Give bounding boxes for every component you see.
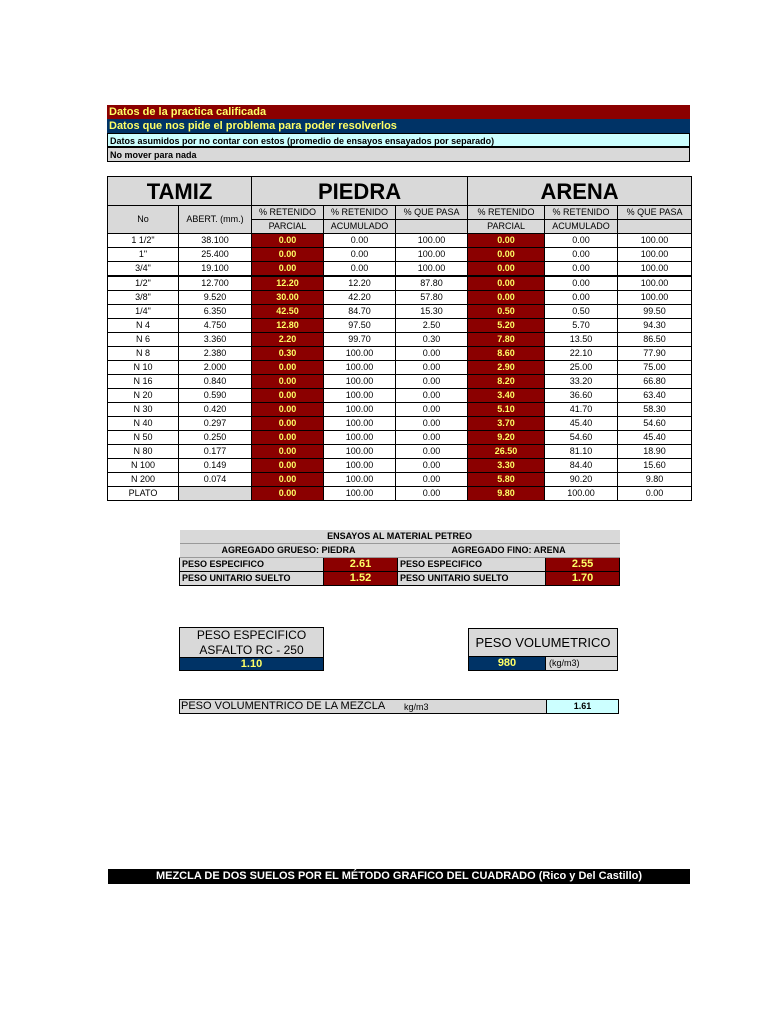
tamiz-no-cell: N 8 xyxy=(108,347,179,361)
piedra-ret-parcial-cell: 0.00 xyxy=(252,403,324,417)
tamiz-no-cell: N 10 xyxy=(108,361,179,375)
abertura-cell: 0.149 xyxy=(179,459,252,473)
volumetrico-label: PESO VOLUMETRICO xyxy=(475,635,611,650)
piedra-ret-parcial-cell: 0.00 xyxy=(252,361,324,375)
abertura-cell: 0.840 xyxy=(179,375,252,389)
piedra-ret-parcial-cell: 0.00 xyxy=(252,234,324,248)
piedra-que-pasa-cell: 0.00 xyxy=(396,445,468,459)
arena-ret-parcial-cell: 7.80 xyxy=(468,333,545,347)
volumetrico-label-box xyxy=(468,628,618,657)
abertura-cell: 19.100 xyxy=(179,262,252,277)
piedra-ret-acum-cell: 99.70 xyxy=(324,333,396,347)
piedra-ret-acum-cell: 100.00 xyxy=(324,417,396,431)
abertura-cell: 6.350 xyxy=(179,305,252,319)
arena-ret-parcial-cell: 9.20 xyxy=(468,431,545,445)
piedra-ret-acum-cell: 84.70 xyxy=(324,305,396,319)
volumetrico-unit: (kg/m3) xyxy=(545,656,618,671)
arena-que-pasa-cell: 58.30 xyxy=(618,403,692,417)
piedra-que-pasa-cell: 15.30 xyxy=(396,305,468,319)
header-piedra-parcial: PARCIAL xyxy=(252,220,324,234)
arena-que-pasa-cell: 100.00 xyxy=(618,248,692,262)
tamiz-no-cell: N 100 xyxy=(108,459,179,473)
abertura-cell: 0.177 xyxy=(179,445,252,459)
abertura-cell: 2.000 xyxy=(179,361,252,375)
volumetrico-value: 980 xyxy=(468,656,546,671)
table-row xyxy=(108,431,692,445)
piedra-ret-parcial-cell: 0.00 xyxy=(252,248,324,262)
title-arena: ARENA xyxy=(468,177,692,206)
header-arena-blank xyxy=(618,220,692,234)
agregado-grueso-title: AGREGADO GRUESO: PIEDRA xyxy=(180,544,398,558)
abertura-cell: 12.700 xyxy=(179,276,252,291)
arena-que-pasa-cell: 0.00 xyxy=(618,487,692,501)
arena-que-pasa-cell: 9.80 xyxy=(618,473,692,487)
title-tamiz: TAMIZ xyxy=(108,177,252,206)
piedra-que-pasa-cell: 2.50 xyxy=(396,319,468,333)
ensayos-title: ENSAYOS AL MATERIAL PETREO xyxy=(180,530,620,544)
piedra-ret-parcial-cell: 0.00 xyxy=(252,389,324,403)
arena-que-pasa-cell: 45.40 xyxy=(618,431,692,445)
header-piedra-ret-parcial: % RETENIDO xyxy=(252,206,324,220)
table-row xyxy=(108,389,692,403)
legend-problema: Datos que nos pide el problema para poder resolverlos xyxy=(107,119,690,133)
asfalto-label-line1: PESO ESPECIFICO xyxy=(196,628,307,642)
piedra-ret-acum-cell: 0.00 xyxy=(324,248,396,262)
piedra-que-pasa-cell: 0.00 xyxy=(396,361,468,375)
table-row xyxy=(108,445,692,459)
piedra-ret-acum-cell: 100.00 xyxy=(324,445,396,459)
arena-que-pasa-cell: 100.00 xyxy=(618,291,692,305)
piedra-que-pasa-cell: 0.00 xyxy=(396,487,468,501)
table-row xyxy=(108,487,692,501)
arena-que-pasa-cell: 75.00 xyxy=(618,361,692,375)
piedra-ret-parcial-cell: 0.30 xyxy=(252,347,324,361)
abertura-cell: 4.750 xyxy=(179,319,252,333)
fino-peso-unitario-label: PESO UNITARIO SUELTO xyxy=(398,572,546,586)
piedra-que-pasa-cell: 0.00 xyxy=(396,431,468,445)
arena-ret-acum-cell: 84.40 xyxy=(545,459,618,473)
piedra-ret-parcial-cell: 12.20 xyxy=(252,276,324,291)
tamiz-no-cell: 1/2" xyxy=(108,276,179,291)
piedra-que-pasa-cell: 0.00 xyxy=(396,347,468,361)
arena-que-pasa-cell: 100.00 xyxy=(618,234,692,248)
piedra-que-pasa-cell: 0.00 xyxy=(396,417,468,431)
piedra-que-pasa-cell: 0.00 xyxy=(396,403,468,417)
piedra-ret-parcial-cell: 0.00 xyxy=(252,262,324,277)
piedra-ret-parcial-cell: 12.80 xyxy=(252,319,324,333)
piedra-ret-parcial-cell: 30.00 xyxy=(252,291,324,305)
table-row xyxy=(108,361,692,375)
piedra-ret-parcial-cell: 0.00 xyxy=(252,431,324,445)
arena-ret-acum-cell: 25.00 xyxy=(545,361,618,375)
fino-peso-especifico-label: PESO ESPECIFICO xyxy=(398,558,546,572)
abertura-cell: 0.074 xyxy=(179,473,252,487)
table-row xyxy=(108,248,692,262)
piedra-ret-acum-cell: 100.00 xyxy=(324,473,396,487)
abertura-cell: 25.400 xyxy=(179,248,252,262)
piedra-que-pasa-cell: 0.00 xyxy=(396,473,468,487)
piedra-que-pasa-cell: 100.00 xyxy=(396,234,468,248)
arena-ret-parcial-cell: 8.60 xyxy=(468,347,545,361)
abertura-cell: 9.520 xyxy=(179,291,252,305)
tamiz-no-cell: N 40 xyxy=(108,417,179,431)
piedra-que-pasa-cell: 0.00 xyxy=(396,459,468,473)
arena-que-pasa-cell: 77.90 xyxy=(618,347,692,361)
arena-que-pasa-cell: 15.60 xyxy=(618,459,692,473)
legend-practica: Datos de la practica calificada xyxy=(107,105,690,119)
granulometry-table xyxy=(107,176,692,501)
mezcla-row xyxy=(179,699,619,714)
abertura-cell: 3.360 xyxy=(179,333,252,347)
piedra-ret-parcial-cell: 0.00 xyxy=(252,473,324,487)
arena-que-pasa-cell: 18.90 xyxy=(618,445,692,459)
piedra-que-pasa-cell: 57.80 xyxy=(396,291,468,305)
tamiz-no-cell: N 30 xyxy=(108,403,179,417)
tamiz-no-cell: 3/4" xyxy=(108,262,179,277)
table-row xyxy=(108,291,692,305)
asfalto-value: 1.10 xyxy=(179,657,324,671)
arena-ret-parcial-cell: 0.00 xyxy=(468,234,545,248)
arena-ret-acum-cell: 0.00 xyxy=(545,262,618,277)
table-row xyxy=(108,262,692,277)
arena-ret-acum-cell: 22.10 xyxy=(545,347,618,361)
mezcla-value: 1.61 xyxy=(546,699,619,714)
table-row xyxy=(108,234,692,248)
table-row xyxy=(108,347,692,361)
arena-ret-acum-cell: 0.00 xyxy=(545,291,618,305)
table-row xyxy=(108,319,692,333)
arena-ret-parcial-cell: 26.50 xyxy=(468,445,545,459)
tamiz-no-cell: N 16 xyxy=(108,375,179,389)
tamiz-no-cell: 3/8" xyxy=(108,291,179,305)
abertura-cell: 2.380 xyxy=(179,347,252,361)
abertura-cell: 0.250 xyxy=(179,431,252,445)
piedra-ret-acum-cell: 42.20 xyxy=(324,291,396,305)
arena-ret-acum-cell: 41.70 xyxy=(545,403,618,417)
arena-ret-parcial-cell: 9.80 xyxy=(468,487,545,501)
table-row xyxy=(108,276,692,291)
header-piedra-ret-acum: % RETENIDO xyxy=(324,206,396,220)
header-piedra-que-pasa: % QUE PASA xyxy=(396,206,468,220)
piedra-ret-parcial-cell: 0.00 xyxy=(252,459,324,473)
table-row xyxy=(108,333,692,347)
title-piedra: PIEDRA xyxy=(252,177,468,206)
arena-ret-parcial-cell: 5.80 xyxy=(468,473,545,487)
asfalto-label-line2: ASFALTO RC - 250 xyxy=(199,643,304,657)
arena-que-pasa-cell: 100.00 xyxy=(618,276,692,291)
arena-ret-parcial-cell: 3.30 xyxy=(468,459,545,473)
arena-ret-acum-cell: 0.00 xyxy=(545,234,618,248)
mezcla-unit: kg/m3 xyxy=(404,702,429,712)
tamiz-no-cell: PLATO xyxy=(108,487,179,501)
piedra-ret-acum-cell: 0.00 xyxy=(324,262,396,277)
tamiz-no-cell: N 20 xyxy=(108,389,179,403)
arena-que-pasa-cell: 54.60 xyxy=(618,417,692,431)
grueso-peso-unitario-label: PESO UNITARIO SUELTO xyxy=(180,572,324,586)
arena-ret-parcial-cell: 0.00 xyxy=(468,248,545,262)
piedra-ret-parcial-cell: 0.00 xyxy=(252,375,324,389)
table-row xyxy=(108,403,692,417)
arena-ret-acum-cell: 45.40 xyxy=(545,417,618,431)
section-title-mezcla: MEZCLA DE DOS SUELOS POR EL MÉTODO GRAFICO DEL CUADRADO (Rico y Del Castillo) xyxy=(108,869,690,884)
tamiz-no-cell: N 80 xyxy=(108,445,179,459)
header-abertura: ABERT. (mm.) xyxy=(179,206,252,234)
header-piedra-blank xyxy=(396,220,468,234)
arena-ret-parcial-cell: 0.00 xyxy=(468,291,545,305)
arena-ret-parcial-cell: 3.40 xyxy=(468,389,545,403)
abertura-cell xyxy=(179,487,252,501)
piedra-ret-acum-cell: 100.00 xyxy=(324,361,396,375)
abertura-cell: 0.590 xyxy=(179,389,252,403)
tamiz-no-cell: N 4 xyxy=(108,319,179,333)
piedra-ret-parcial-cell: 0.00 xyxy=(252,417,324,431)
piedra-que-pasa-cell: 100.00 xyxy=(396,262,468,277)
arena-ret-parcial-cell: 2.90 xyxy=(468,361,545,375)
arena-ret-acum-cell: 81.10 xyxy=(545,445,618,459)
piedra-ret-acum-cell: 100.00 xyxy=(324,431,396,445)
header-arena-ret-parcial: % RETENIDO xyxy=(468,206,545,220)
arena-que-pasa-cell: 86.50 xyxy=(618,333,692,347)
arena-ret-acum-cell: 54.60 xyxy=(545,431,618,445)
arena-ret-parcial-cell: 8.20 xyxy=(468,375,545,389)
arena-ret-acum-cell: 33.20 xyxy=(545,375,618,389)
header-piedra-acumulado: ACUMULADO xyxy=(324,220,396,234)
legend-no-mover: No mover para nada xyxy=(107,147,690,162)
abertura-cell: 0.297 xyxy=(179,417,252,431)
abertura-cell: 0.420 xyxy=(179,403,252,417)
arena-que-pasa-cell: 94.30 xyxy=(618,319,692,333)
table-row xyxy=(108,473,692,487)
arena-que-pasa-cell: 66.80 xyxy=(618,375,692,389)
arena-que-pasa-cell: 63.40 xyxy=(618,389,692,403)
piedra-ret-acum-cell: 100.00 xyxy=(324,459,396,473)
arena-ret-acum-cell: 100.00 xyxy=(545,487,618,501)
arena-que-pasa-cell: 100.00 xyxy=(618,262,692,277)
arena-ret-parcial-cell: 5.20 xyxy=(468,319,545,333)
header-arena-parcial: PARCIAL xyxy=(468,220,545,234)
tamiz-no-cell: 1" xyxy=(108,248,179,262)
mezcla-label: PESO VOLUMENTRICO DE LA MEZCLA xyxy=(181,700,386,712)
piedra-ret-acum-cell: 100.00 xyxy=(324,487,396,501)
piedra-que-pasa-cell: 0.30 xyxy=(396,333,468,347)
piedra-ret-acum-cell: 100.00 xyxy=(324,389,396,403)
header-arena-ret-acum: % RETENIDO xyxy=(545,206,618,220)
piedra-ret-parcial-cell: 42.50 xyxy=(252,305,324,319)
arena-ret-acum-cell: 0.50 xyxy=(545,305,618,319)
piedra-que-pasa-cell: 87.80 xyxy=(396,276,468,291)
table-row xyxy=(108,375,692,389)
arena-ret-parcial-cell: 0.00 xyxy=(468,262,545,277)
piedra-ret-parcial-cell: 0.00 xyxy=(252,445,324,459)
table-row xyxy=(108,459,692,473)
piedra-ret-parcial-cell: 0.00 xyxy=(252,487,324,501)
piedra-que-pasa-cell: 0.00 xyxy=(396,375,468,389)
arena-ret-parcial-cell: 5.10 xyxy=(468,403,545,417)
header-no: No xyxy=(108,206,179,234)
piedra-ret-parcial-cell: 2.20 xyxy=(252,333,324,347)
tamiz-no-cell: N 200 xyxy=(108,473,179,487)
abertura-cell: 38.100 xyxy=(179,234,252,248)
tamiz-no-cell: 1/4" xyxy=(108,305,179,319)
arena-ret-acum-cell: 13.50 xyxy=(545,333,618,347)
grueso-peso-especifico-label: PESO ESPECIFICO xyxy=(180,558,324,572)
fino-peso-unitario-value: 1.70 xyxy=(546,572,620,586)
arena-ret-parcial-cell: 0.50 xyxy=(468,305,545,319)
legend-asumidos: Datos asumidos por no contar con estos (promedio de ensayos ensayados por separado) xyxy=(107,133,690,147)
arena-ret-acum-cell: 0.00 xyxy=(545,276,618,291)
arena-ret-acum-cell: 36.60 xyxy=(545,389,618,403)
piedra-ret-acum-cell: 97.50 xyxy=(324,319,396,333)
arena-ret-parcial-cell: 3.70 xyxy=(468,417,545,431)
arena-ret-acum-cell: 90.20 xyxy=(545,473,618,487)
ensayos-table xyxy=(179,530,620,586)
piedra-ret-acum-cell: 12.20 xyxy=(324,276,396,291)
grueso-peso-especifico-value: 2.61 xyxy=(324,558,398,572)
header-arena-que-pasa: % QUE PASA xyxy=(618,206,692,220)
arena-ret-acum-cell: 5.70 xyxy=(545,319,618,333)
arena-que-pasa-cell: 99.50 xyxy=(618,305,692,319)
fino-peso-especifico-value: 2.55 xyxy=(546,558,620,572)
tamiz-no-cell: N 6 xyxy=(108,333,179,347)
piedra-ret-acum-cell: 100.00 xyxy=(324,347,396,361)
piedra-ret-acum-cell: 100.00 xyxy=(324,375,396,389)
tamiz-no-cell: 1 1/2" xyxy=(108,234,179,248)
table-row xyxy=(108,305,692,319)
piedra-ret-acum-cell: 0.00 xyxy=(324,234,396,248)
piedra-que-pasa-cell: 100.00 xyxy=(396,248,468,262)
table-row xyxy=(108,417,692,431)
agregado-fino-title: AGREGADO FINO: ARENA xyxy=(398,544,620,558)
piedra-ret-acum-cell: 100.00 xyxy=(324,403,396,417)
piedra-que-pasa-cell: 0.00 xyxy=(396,389,468,403)
header-arena-acumulado: ACUMULADO xyxy=(545,220,618,234)
arena-ret-parcial-cell: 0.00 xyxy=(468,276,545,291)
asfalto-label-box xyxy=(179,627,324,658)
grueso-peso-unitario-value: 1.52 xyxy=(324,572,398,586)
tamiz-no-cell: N 50 xyxy=(108,431,179,445)
arena-ret-acum-cell: 0.00 xyxy=(545,248,618,262)
